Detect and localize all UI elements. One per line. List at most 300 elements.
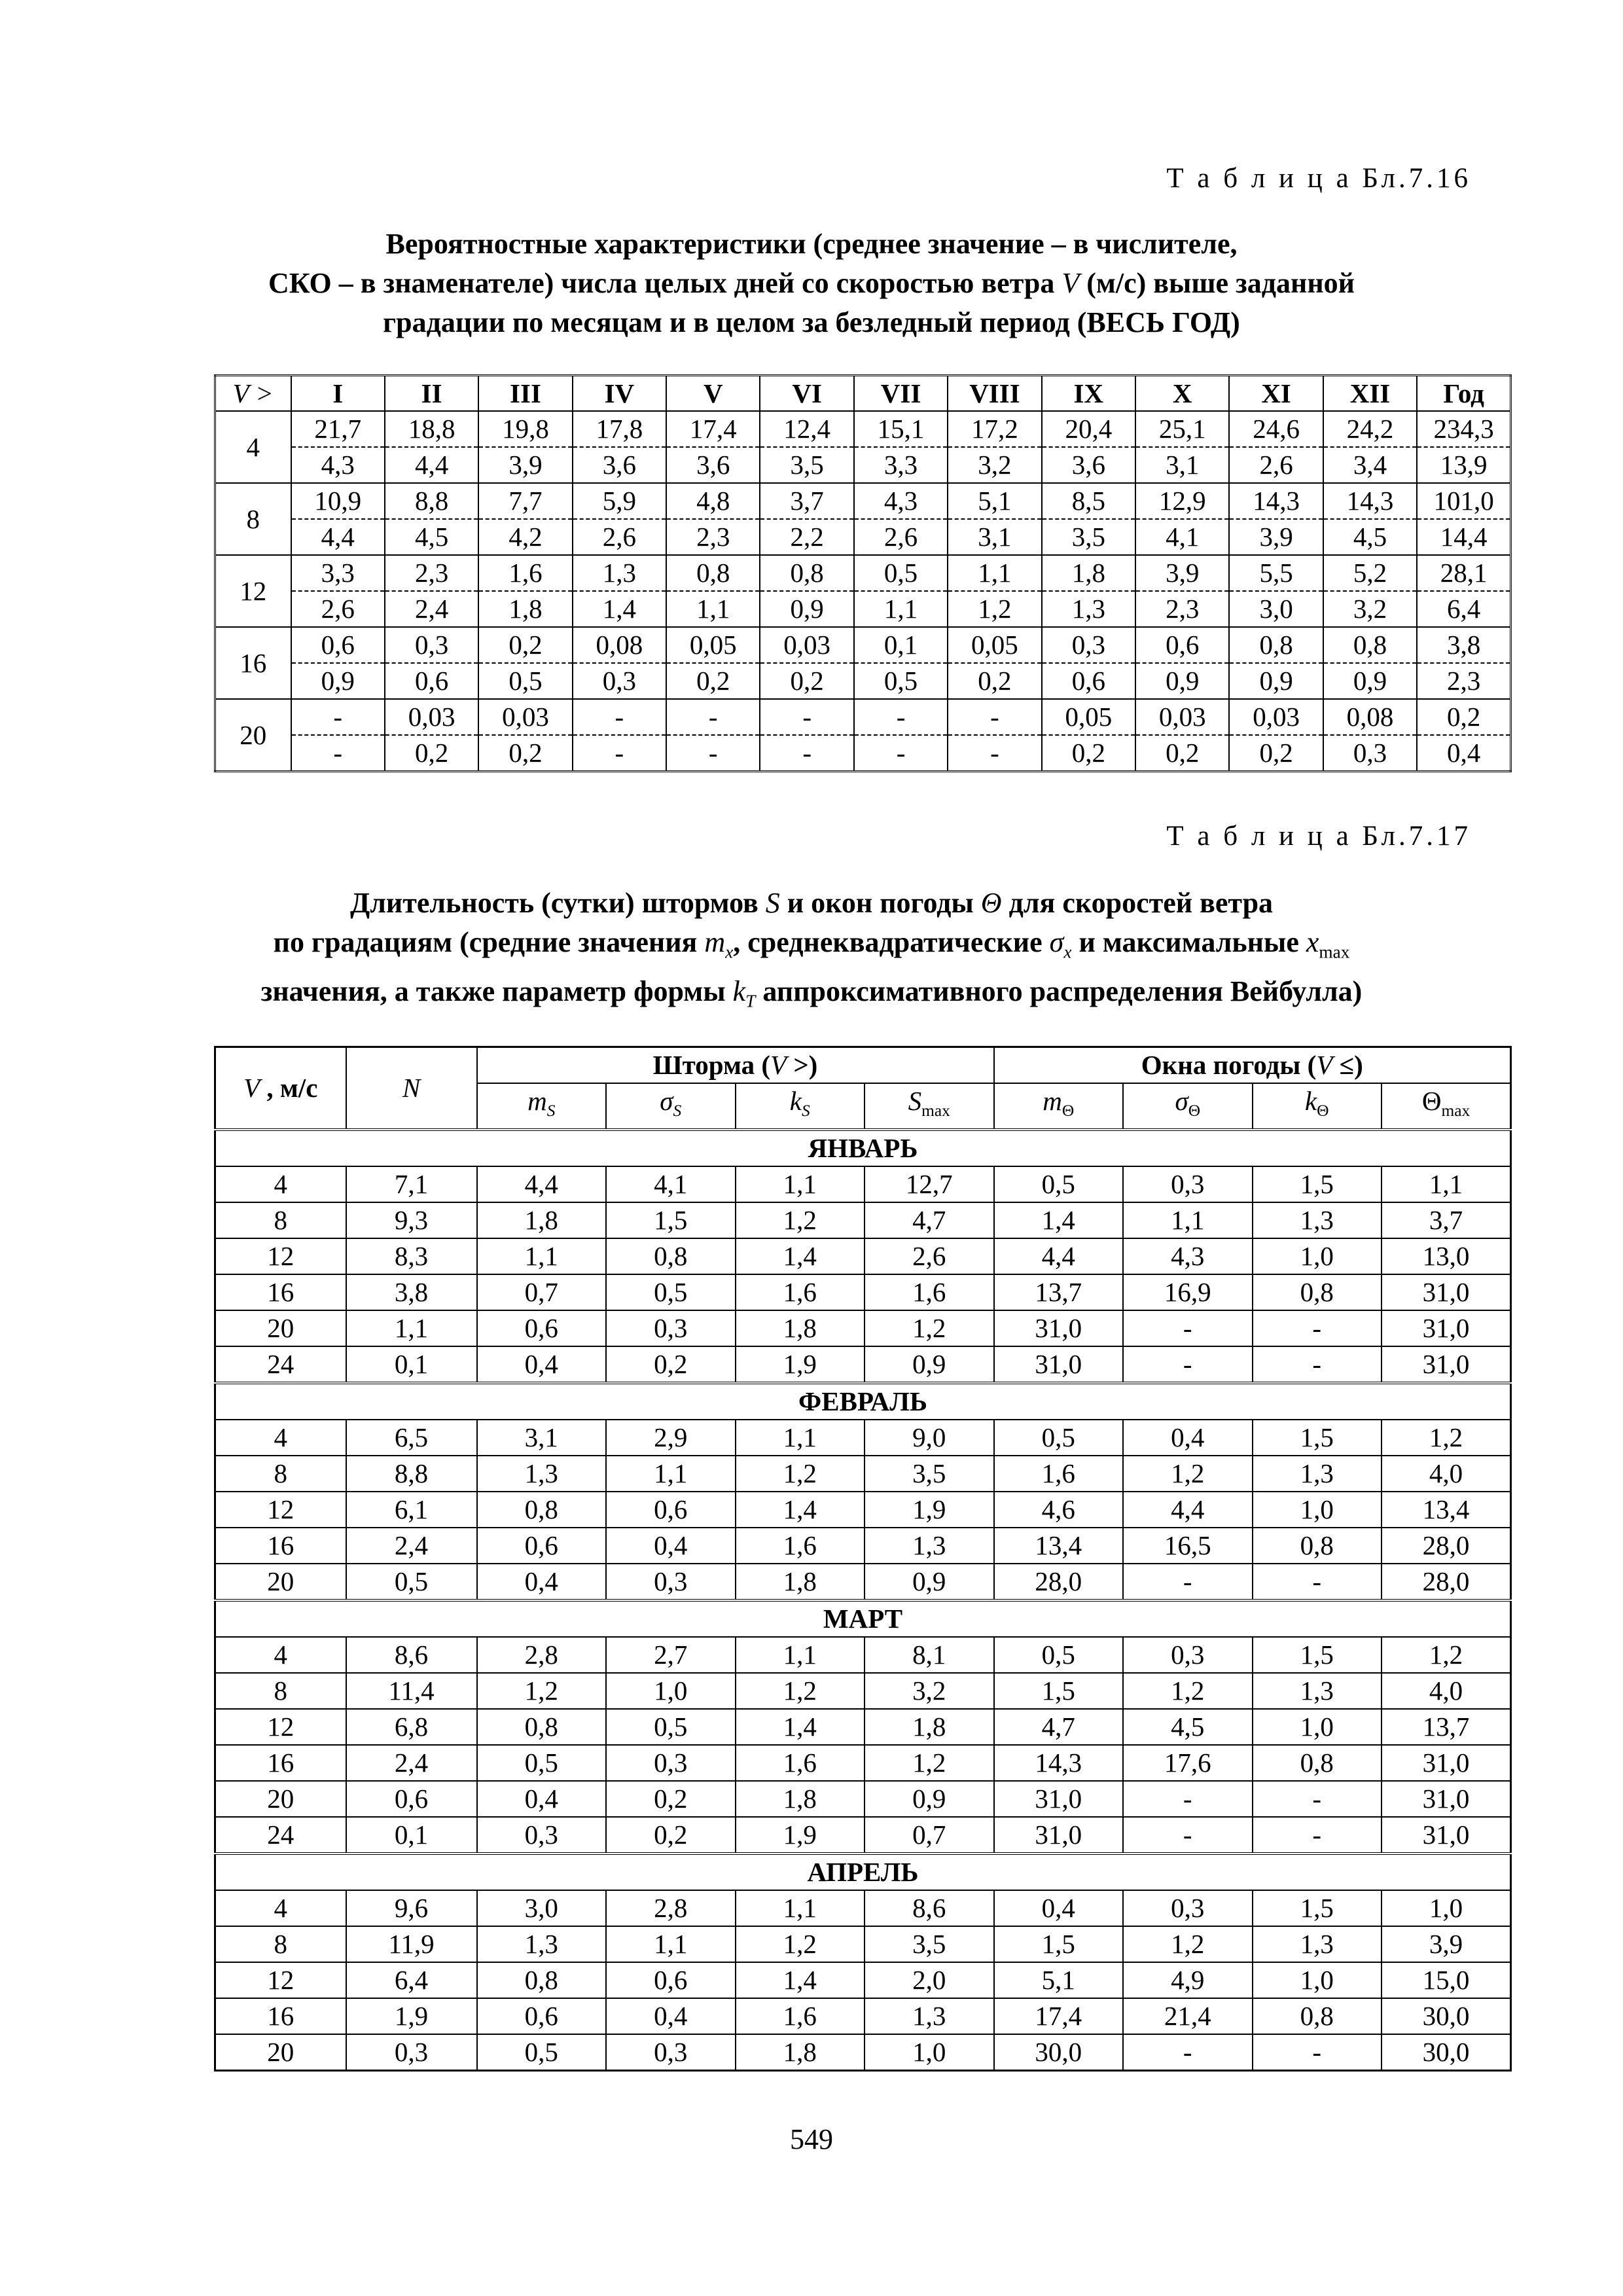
value-cell: 1,8: [736, 1781, 865, 1817]
value-cell: 0,5: [477, 1745, 607, 1781]
value-cell: 13,7: [1382, 1709, 1511, 1745]
sd-value-cell: -: [760, 735, 853, 772]
value-cell: 9,6: [346, 1890, 477, 1926]
value-cell: 1,1: [1382, 1166, 1511, 1202]
value-cell: 1,5: [1253, 1166, 1382, 1202]
value-cell: 30,0: [1382, 2034, 1511, 2071]
value-cell: 12,7: [865, 1166, 994, 1202]
table-row: [215, 1962, 1511, 1998]
mean-value-cell: 0,08: [1323, 699, 1417, 735]
value-cell: 2,0: [865, 1962, 994, 1998]
mean-value-cell: 5,9: [573, 483, 666, 519]
mean-value-cell: 25,1: [1135, 411, 1229, 447]
caption-line: значения, а также параметр формы $k_T$ аппроксимативного распределения Вейбулла): [260, 975, 1363, 1011]
parameter-header: $k_\Theta$: [1253, 1083, 1382, 1130]
value-cell: 0,8: [606, 1238, 736, 1274]
sd-value-cell: 0,4: [1417, 735, 1510, 772]
mean-value-cell: 3,7: [760, 483, 853, 519]
value-cell: 0,9: [865, 1346, 994, 1383]
wind-speed-cell: 12: [215, 1709, 346, 1745]
sd-value-cell: 0,2: [478, 735, 572, 772]
mean-value-cell: 0,2: [478, 627, 572, 663]
mean-value-cell: 12,9: [1135, 483, 1229, 519]
month-section-row: [215, 1383, 1511, 1420]
value-cell: 0,4: [1123, 1420, 1253, 1456]
value-cell: 1,8: [736, 1564, 865, 1600]
value-cell: 6,8: [346, 1709, 477, 1745]
value-cell: 31,0: [994, 1346, 1124, 1383]
mean-row: [215, 483, 1511, 519]
value-cell: 0,9: [865, 1564, 994, 1600]
sd-value-cell: 4,1: [1135, 519, 1229, 555]
table-row: [215, 1528, 1511, 1564]
value-cell: 0,4: [477, 1564, 607, 1600]
sd-value-cell: 13,9: [1417, 447, 1510, 483]
value-cell: 0,6: [477, 1998, 607, 2034]
sd-value-cell: 0,9: [1229, 663, 1323, 699]
value-cell: 1,3: [1253, 1673, 1382, 1709]
sd-value-cell: 0,6: [385, 663, 478, 699]
value-cell: 8,6: [865, 1890, 994, 1926]
mean-value-cell: -: [291, 699, 385, 735]
value-cell: 15,0: [1382, 1962, 1511, 1998]
sd-value-cell: 3,6: [666, 447, 760, 483]
month-header: XII: [1323, 376, 1417, 412]
value-cell: 0,9: [865, 1781, 994, 1817]
value-cell: 0,2: [606, 1817, 736, 1854]
value-cell: -: [1253, 1781, 1382, 1817]
table-row: [215, 1890, 1511, 1926]
value-cell: 3,5: [865, 1926, 994, 1962]
mean-value-cell: 0,8: [666, 555, 760, 591]
sd-value-cell: 0,2: [760, 663, 853, 699]
mean-value-cell: 1,8: [1042, 555, 1135, 591]
wind-speed-cell: 4: [215, 1890, 346, 1926]
wind-speed-cell: 20: [215, 1310, 346, 1346]
value-cell: 1,8: [736, 2034, 865, 2071]
value-cell: 0,8: [1253, 1745, 1382, 1781]
wind-speed-cell: 16: [215, 1745, 346, 1781]
value-cell: 1,3: [477, 1456, 607, 1492]
parameter-header: $\sigma_\Theta$: [1123, 1083, 1253, 1130]
value-cell: 4,5: [1123, 1709, 1253, 1745]
table-row: [215, 1238, 1511, 1274]
value-cell: 6,5: [346, 1420, 477, 1456]
value-cell: 2,7: [606, 1637, 736, 1673]
wind-speed-cell: 8: [215, 1673, 346, 1709]
value-cell: 1,0: [1253, 1492, 1382, 1528]
table-label: Т а б л и ц а Бл.7.16: [1166, 163, 1471, 194]
value-cell: 3,1: [477, 1420, 607, 1456]
mean-value-cell: -: [948, 699, 1041, 735]
value-cell: 8,6: [346, 1637, 477, 1673]
wind-speed-cell: 16: [215, 1998, 346, 2034]
wind-speed-cell: 12: [215, 1238, 346, 1274]
wind-speed-cell: 4: [215, 1166, 346, 1202]
mean-value-cell: 19,8: [478, 411, 572, 447]
value-cell: 9,0: [865, 1420, 994, 1456]
caption-line: СКО – в знаменателе) числа целых дней со скоростью ветра V (м/с) выше заданной: [268, 267, 1355, 299]
table-row: [215, 1745, 1511, 1781]
value-cell: 0,5: [994, 1637, 1124, 1673]
value-cell: 1,3: [865, 1528, 994, 1564]
speed-threshold-cell: 8: [215, 483, 291, 555]
mean-value-cell: 3,8: [1417, 627, 1510, 663]
mean-value-cell: 10,9: [291, 483, 385, 519]
value-cell: 16,5: [1123, 1528, 1253, 1564]
value-cell: 1,6: [736, 1998, 865, 2034]
mean-value-cell: 0,3: [1042, 627, 1135, 663]
value-cell: 0,3: [1123, 1637, 1253, 1673]
mean-row: [215, 411, 1511, 447]
sd-row: [215, 735, 1511, 772]
mean-value-cell: -: [666, 699, 760, 735]
value-cell: -: [1253, 1817, 1382, 1854]
sd-value-cell: -: [291, 735, 385, 772]
speed-threshold-cell: 4: [215, 411, 291, 483]
value-cell: 0,3: [1123, 1166, 1253, 1202]
value-cell: 1,1: [606, 1456, 736, 1492]
mean-value-cell: 15,1: [854, 411, 948, 447]
value-cell: 1,2: [865, 1310, 994, 1346]
month-header: X: [1135, 376, 1229, 412]
value-cell: 0,3: [477, 1817, 607, 1854]
value-cell: 0,4: [477, 1781, 607, 1817]
value-cell: 1,5: [606, 1202, 736, 1238]
value-cell: 1,5: [994, 1926, 1124, 1962]
value-cell: 2,4: [346, 1528, 477, 1564]
value-cell: 1,2: [736, 1202, 865, 1238]
value-cell: 0,2: [606, 1346, 736, 1383]
sd-row: [215, 591, 1511, 627]
caption-line: Вероятностные характеристики (среднее значение – в числителе,: [385, 228, 1238, 260]
value-cell: 6,4: [346, 1962, 477, 1998]
mean-value-cell: 21,7: [291, 411, 385, 447]
windows-group-header: Окна погоды (V ≤): [994, 1047, 1511, 1084]
mean-value-cell: 0,05: [948, 627, 1041, 663]
header-row: [215, 1047, 1511, 1084]
value-cell: 1,1: [477, 1238, 607, 1274]
sd-value-cell: 3,1: [1135, 447, 1229, 483]
table-row: [215, 1998, 1511, 2034]
wind-speed-cell: 20: [215, 2034, 346, 2071]
sd-value-cell: 0,2: [666, 663, 760, 699]
value-cell: 1,4: [736, 1492, 865, 1528]
value-cell: 3,7: [1382, 1202, 1511, 1238]
value-cell: 8,1: [865, 1637, 994, 1673]
mean-value-cell: 5,1: [948, 483, 1041, 519]
wind-speed-cell: 12: [215, 1962, 346, 1998]
value-cell: 16,9: [1123, 1274, 1253, 1310]
value-cell: 13,4: [994, 1528, 1124, 1564]
mean-value-cell: 0,8: [1323, 627, 1417, 663]
value-cell: 1,4: [736, 1709, 865, 1745]
wind-speed-cell: 20: [215, 1781, 346, 1817]
sd-value-cell: -: [854, 735, 948, 772]
mean-value-cell: 8,8: [385, 483, 478, 519]
value-cell: 0,6: [606, 1492, 736, 1528]
table-row: [215, 1492, 1511, 1528]
sd-value-cell: 3,1: [948, 519, 1041, 555]
value-cell: 1,9: [736, 1817, 865, 1854]
sd-value-cell: 0,5: [478, 663, 572, 699]
mean-value-cell: 14,3: [1229, 483, 1323, 519]
caption-line: по градациям (средние значения $m_x$, среднеквадратические $\sigma_x$ и максимальные $x_{max}$: [273, 926, 1350, 962]
month-section-row: [215, 1854, 1511, 1890]
value-cell: 4,0: [1382, 1456, 1511, 1492]
value-cell: 2,8: [606, 1890, 736, 1926]
caption-line: Длительность (сутки) штормов S и окон погоды Θ для скоростей ветра: [349, 887, 1274, 919]
table-row: [215, 1420, 1511, 1456]
value-cell: 5,1: [994, 1962, 1124, 1998]
value-cell: 31,0: [1382, 1310, 1511, 1346]
value-cell: 1,9: [736, 1346, 865, 1383]
value-cell: 1,6: [865, 1274, 994, 1310]
value-cell: 0,6: [346, 1781, 477, 1817]
value-cell: 3,2: [865, 1673, 994, 1709]
sd-value-cell: 3,5: [1042, 519, 1135, 555]
sd-value-cell: 0,3: [573, 663, 666, 699]
value-cell: -: [1253, 2034, 1382, 2071]
table-row: [215, 1274, 1511, 1310]
value-cell: 1,2: [865, 1745, 994, 1781]
value-cell: -: [1123, 1564, 1253, 1600]
value-cell: 30,0: [1382, 1998, 1511, 2034]
value-cell: 2,4: [346, 1745, 477, 1781]
table-row: [215, 1166, 1511, 1202]
table-row: [215, 2034, 1511, 2071]
mean-value-cell: 5,2: [1323, 555, 1417, 591]
sd-value-cell: 3,4: [1323, 447, 1417, 483]
value-cell: 31,0: [1382, 1274, 1511, 1310]
wind-speed-cell: 8: [215, 1926, 346, 1962]
sd-value-cell: 4,2: [478, 519, 572, 555]
wind-speed-cell: 24: [215, 1346, 346, 1383]
value-cell: 0,4: [606, 1998, 736, 2034]
mean-value-cell: 28,1: [1417, 555, 1510, 591]
value-cell: 1,0: [865, 2034, 994, 2071]
page-number: 549: [790, 2123, 833, 2155]
value-cell: 1,5: [994, 1673, 1124, 1709]
value-cell: 31,0: [994, 1781, 1124, 1817]
value-cell: 1,3: [1253, 1202, 1382, 1238]
mean-value-cell: 2,3: [385, 555, 478, 591]
value-cell: 0,4: [994, 1890, 1124, 1926]
sd-value-cell: 4,3: [291, 447, 385, 483]
value-cell: 1,0: [1253, 1962, 1382, 1998]
value-cell: 0,8: [1253, 1998, 1382, 2034]
value-cell: 4,0: [1382, 1673, 1511, 1709]
sd-value-cell: -: [666, 735, 760, 772]
parameter-header: $m_\Theta$: [994, 1083, 1124, 1130]
value-cell: 1,3: [477, 1926, 607, 1962]
value-cell: 8,8: [346, 1456, 477, 1492]
value-cell: 1,8: [477, 1202, 607, 1238]
table-row: [215, 1456, 1511, 1492]
value-cell: 3,5: [865, 1456, 994, 1492]
value-cell: 1,2: [1382, 1637, 1511, 1673]
table-row: [215, 1202, 1511, 1238]
value-cell: 4,9: [1123, 1962, 1253, 1998]
value-cell: 0,5: [994, 1420, 1124, 1456]
value-cell: 0,4: [606, 1528, 736, 1564]
value-cell: 0,3: [606, 1564, 736, 1600]
value-cell: 0,5: [994, 1166, 1124, 1202]
value-cell: 0,8: [1253, 1274, 1382, 1310]
value-cell: 0,8: [477, 1709, 607, 1745]
value-cell: 1,8: [736, 1310, 865, 1346]
parameter-header: $\sigma_S$: [606, 1083, 736, 1130]
value-cell: 1,4: [736, 1962, 865, 1998]
mean-value-cell: 0,3: [385, 627, 478, 663]
value-cell: 4,7: [994, 1709, 1124, 1745]
mean-value-cell: 1,3: [573, 555, 666, 591]
value-cell: 4,4: [1123, 1492, 1253, 1528]
value-cell: 14,3: [994, 1745, 1124, 1781]
value-cell: 0,2: [606, 1781, 736, 1817]
sd-value-cell: 0,2: [385, 735, 478, 772]
value-cell: 1,1: [736, 1890, 865, 1926]
value-cell: 31,0: [994, 1817, 1124, 1854]
mean-value-cell: 20,4: [1042, 411, 1135, 447]
sd-value-cell: 4,4: [291, 519, 385, 555]
sd-row: [215, 447, 1511, 483]
value-cell: 0,5: [477, 2034, 607, 2071]
mean-value-cell: 17,8: [573, 411, 666, 447]
table-label: Т а б л и ц а Бл.7.17: [1166, 821, 1471, 852]
table-row: [215, 1673, 1511, 1709]
sd-row: [215, 663, 1511, 699]
value-cell: 1,1: [736, 1420, 865, 1456]
value-cell: 4,3: [1123, 1238, 1253, 1274]
wind-speed-cell: 24: [215, 1817, 346, 1854]
value-cell: -: [1253, 1564, 1382, 1600]
value-cell: 0,8: [477, 1492, 607, 1528]
value-cell: 1,4: [994, 1202, 1124, 1238]
value-cell: 4,6: [994, 1492, 1124, 1528]
sd-value-cell: 2,3: [1417, 663, 1510, 699]
value-cell: 1,2: [477, 1673, 607, 1709]
parameter-header: $\Theta_{max}$: [1382, 1083, 1511, 1130]
value-cell: 8,3: [346, 1238, 477, 1274]
value-cell: 0,8: [1253, 1528, 1382, 1564]
value-cell: 11,4: [346, 1673, 477, 1709]
value-cell: 13,0: [1382, 1238, 1511, 1274]
value-cell: 17,6: [1123, 1745, 1253, 1781]
value-cell: 1,0: [606, 1673, 736, 1709]
value-cell: 0,6: [606, 1962, 736, 1998]
value-cell: 1,1: [736, 1166, 865, 1202]
sd-value-cell: 0,5: [854, 663, 948, 699]
month-header: III: [478, 376, 572, 412]
value-cell: 0,5: [346, 1564, 477, 1600]
monthly-days-table: [214, 374, 1512, 772]
value-cell: 0,3: [606, 2034, 736, 2071]
value-cell: 1,5: [1253, 1637, 1382, 1673]
value-cell: 0,3: [606, 1310, 736, 1346]
wind-speed-cell: 4: [215, 1420, 346, 1456]
mean-value-cell: 0,6: [291, 627, 385, 663]
sd-value-cell: 2,6: [573, 519, 666, 555]
value-cell: 4,7: [865, 1202, 994, 1238]
sd-row: [215, 519, 1511, 555]
value-cell: 1,2: [736, 1456, 865, 1492]
sd-value-cell: 3,9: [478, 447, 572, 483]
table-row: [215, 1926, 1511, 1962]
month-header: Год: [1417, 376, 1510, 412]
value-cell: 0,1: [346, 1346, 477, 1383]
month-header: XI: [1229, 376, 1323, 412]
value-cell: 1,4: [736, 1238, 865, 1274]
sd-value-cell: 0,6: [1042, 663, 1135, 699]
value-cell: 2,6: [865, 1238, 994, 1274]
month-header: VIII: [948, 376, 1041, 412]
mean-value-cell: 0,6: [1135, 627, 1229, 663]
mean-value-cell: 4,3: [854, 483, 948, 519]
sd-value-cell: 0,9: [1323, 663, 1417, 699]
value-cell: 1,0: [1253, 1238, 1382, 1274]
sd-value-cell: 14,4: [1417, 519, 1510, 555]
value-cell: 31,0: [1382, 1781, 1511, 1817]
mean-value-cell: 3,9: [1135, 555, 1229, 591]
mean-value-cell: 0,5: [854, 555, 948, 591]
value-cell: 0,3: [606, 1745, 736, 1781]
table-caption: [0, 224, 1623, 342]
value-cell: 13,7: [994, 1274, 1124, 1310]
value-cell: 1,0: [1382, 1890, 1511, 1926]
table-caption: [0, 884, 1623, 1020]
sd-value-cell: 4,5: [1323, 519, 1417, 555]
mean-value-cell: 234,3: [1417, 411, 1510, 447]
mean-value-cell: 0,08: [573, 627, 666, 663]
value-cell: -: [1123, 1817, 1253, 1854]
sd-value-cell: 2,3: [1135, 591, 1229, 627]
wind-speed-header: V , м/с: [215, 1047, 346, 1130]
value-cell: 1,8: [865, 1709, 994, 1745]
value-cell: 0,1: [346, 1817, 477, 1854]
value-cell: 1,5: [1253, 1890, 1382, 1926]
sd-value-cell: 1,3: [1042, 591, 1135, 627]
mean-value-cell: 8,5: [1042, 483, 1135, 519]
value-cell: 1,3: [865, 1998, 994, 2034]
value-cell: 1,6: [736, 1274, 865, 1310]
mean-row: [215, 555, 1511, 591]
value-cell: 0,6: [477, 1528, 607, 1564]
month-header: V: [666, 376, 760, 412]
sd-value-cell: 3,2: [1323, 591, 1417, 627]
mean-value-cell: 17,4: [666, 411, 760, 447]
wind-speed-cell: 12: [215, 1492, 346, 1528]
mean-value-cell: 0,8: [1229, 627, 1323, 663]
value-cell: 2,8: [477, 1637, 607, 1673]
mean-value-cell: 0,8: [760, 555, 853, 591]
table-row: [215, 1709, 1511, 1745]
sd-value-cell: 3,5: [760, 447, 853, 483]
mean-value-cell: 101,0: [1417, 483, 1510, 519]
sd-value-cell: 0,3: [1323, 735, 1417, 772]
value-cell: 6,1: [346, 1492, 477, 1528]
table-row: [215, 1310, 1511, 1346]
value-cell: -: [1123, 2034, 1253, 2071]
value-cell: 0,3: [346, 2034, 477, 2071]
value-cell: 1,1: [346, 1310, 477, 1346]
sd-value-cell: 1,2: [948, 591, 1041, 627]
wind-speed-cell: 4: [215, 1637, 346, 1673]
value-cell: 1,1: [606, 1926, 736, 1962]
sd-value-cell: 3,6: [573, 447, 666, 483]
value-cell: 31,0: [1382, 1346, 1511, 1383]
sd-value-cell: 3,6: [1042, 447, 1135, 483]
